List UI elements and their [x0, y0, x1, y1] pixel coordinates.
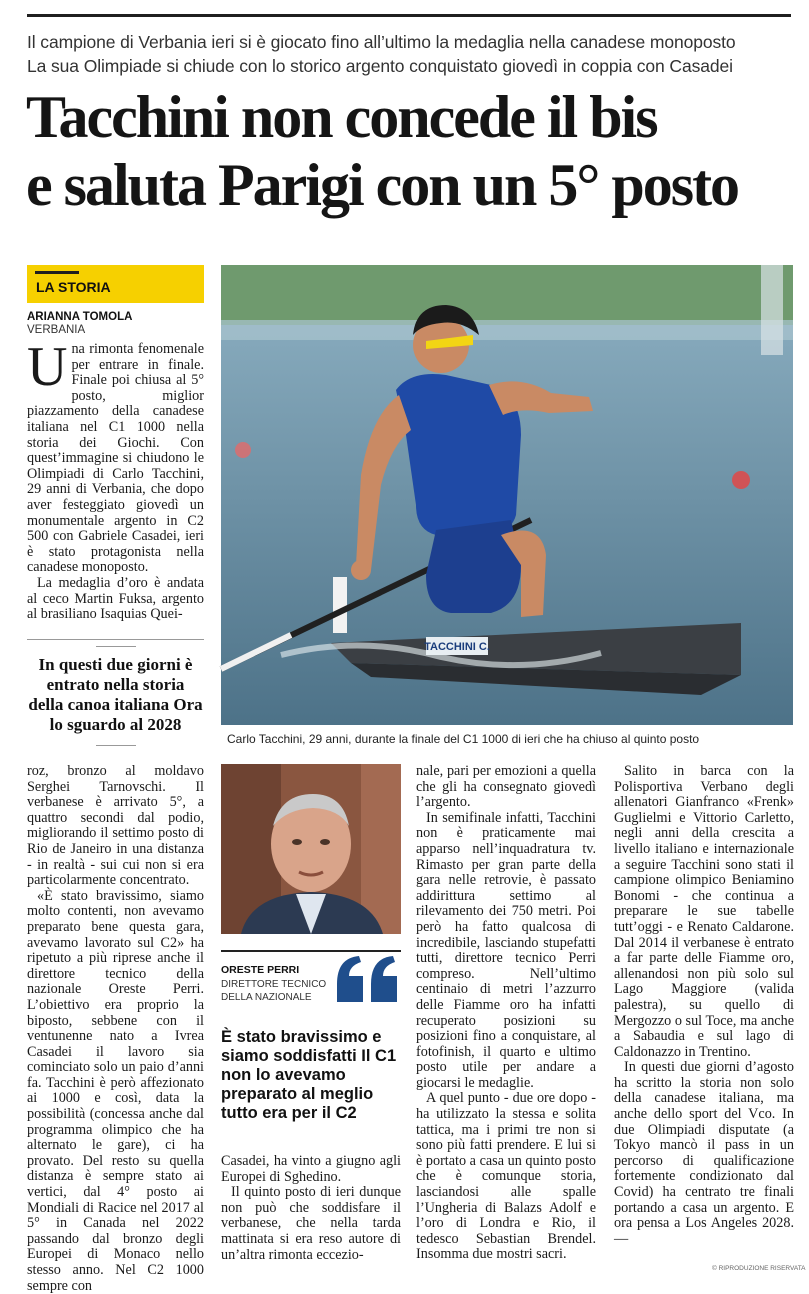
copyright-notice: © RIPRODUZIONE RISERVATA	[712, 1265, 806, 1272]
canoeist-illustration	[221, 265, 793, 725]
pull-quote-rule	[27, 639, 204, 640]
headline-line-1: Tacchini non concede il bis	[26, 84, 657, 150]
section-tag	[27, 265, 204, 303]
lead-paragraph-text: na rimonta fenomenale per entrare in finale. Finale poi chiusa al 5° posto, miglior piazzamento della canadese italiana nel C1 1000 nella storia dei Giochi. Con quest’immagine si chiudono le Olimpiadi di Carlo Tacchini, 29 anni di Verbania, che dopo aver festeggiato giovedì un monumentale argento in C2 500 con Gabriele Casadei, ieri è stato protagonista nella canadese monoposto.	[27, 341, 204, 576]
body-paragraph: nale, pari per emozioni a quella che gli ha consegnato giovedì l’argento.	[416, 763, 596, 811]
boat-label: TACCHINI C.	[424, 641, 490, 653]
portrait-illustration	[221, 764, 401, 934]
body-paragraph: «È stato bravissimo, siamo molto contenti, non avevamo preparato bene questa gara, avevamo lavorato sul C2» ha ripetuto a più riprese anche il direttore tecnico della nazionale Oreste Perri. L’obiettivo era proprio la biposto, sebbene con il ventunenne nato a Ivrea Casadei il lavoro sia cominciato solo un paio d’anni fa. Tacchini è però affezionato ai 1000 e così, data la possibilità (concessa anche dal programma olimpico che ha alternato le gare), ci ha provato. Del resto su quella distanza è sempre stato ai vertici, dal 4° posto ai Mondiali di Racice nel 2017 al 5° in Canada nel 2022 passando dal bronzo degli Europei di Monaco nello stesso anno. Nel C2 1000 sempre con	[27, 887, 204, 1294]
body-column-4	[614, 764, 794, 1247]
body-column-3	[416, 764, 596, 1263]
body-paragraph: Il quinto posto di ieri dunque non può che soddisfare il verbanese, che nella tarda mattinata si era reso autore di un’altra rimonta eccezio-	[221, 1184, 401, 1263]
author-name: ARIANNA TOMOLA	[27, 311, 133, 323]
quote-speaker-name: ORESTE PERRI	[221, 964, 300, 976]
pull-quote-dash-bottom	[96, 745, 136, 746]
body-paragraph: La medaglia d’oro è andata al ceco Martin Fuksa, argento al brasiliano Isaquias Quei-	[27, 574, 204, 623]
body-paragraph: In semifinale infatti, Tacchini non è praticamente mai apparso nell’inquadratura tv. Rimasto per gran parte della gara nelle retrovie, è passato addirittura settimo al rilevamento dei 750 metri. Poi però ha fatto qualcosa di incredibile, lasciando stupefatti tutti, direttore tecnico Perri compreso. Nell’ultimo centinaio di metri l’azzurro delle Fiamme oro ha infatti recuperato posizioni su posizioni fino a conquistare, al fotofinish, il quarto e ultimo posto utile per andare a giocarsi le medaglie.	[416, 809, 596, 1091]
drop-cap: U	[27, 336, 68, 398]
body-paragraph: roz, bronzo al moldavo Serghei Tarnovschi. Il verbanese è arrivato 5°, a quattro secondi dal podio, migliorando il settimo posto di Rio de Janeiro in una distanza - in realtà - sui cui non si era particolarmente concentrato.	[27, 763, 204, 889]
pull-quote-text: In questi due giorni è entrato nella storia della canoa italiana Ora lo sguardo al 2028	[28, 655, 203, 734]
body-paragraph: Casadei, ha vinto a giugno agli Europei di Sghedino.	[221, 1153, 401, 1185]
lead-paragraph	[27, 336, 204, 576]
subtitle-line-2: La sua Olimpiade si chiude con lo storico argento conquistato giovedì in coppia con Casadei	[27, 56, 733, 76]
portrait-photo	[221, 764, 401, 934]
body-column-2-bottom	[221, 1154, 401, 1263]
quote-mark-icon	[333, 950, 401, 1008]
top-rule	[27, 14, 791, 17]
section-tag-bar	[35, 271, 79, 274]
section-tag-label: LA STORIA	[36, 279, 111, 295]
body-column-1-top	[27, 336, 204, 623]
quote-speaker-role: DIRETTORE TECNICO DELLA NAZIONALE	[221, 979, 327, 1003]
subtitle-line-1: Il campione di Verbania ieri si è giocato fino all’ultimo la medaglia nella canadese monoposto	[27, 32, 736, 52]
body-paragraph: A quel punto - due ore dopo - ha utilizzato la stessa e solita tattica, ma i primi tre non si sono più fatti prendere. E lui si è portato a casa un quinto posto che è comunque storia, lasciandosi alle spalle l’Ungheria di Balazs Adolf e l’oro di Londra e Rio, il tedesco Sebastian Brendel. Insomma due mostri sacri.	[416, 1090, 596, 1263]
main-photo	[221, 265, 793, 725]
quote-text: È stato bravissimo e siamo soddisfatti Il C1 non lo avevamo preparato al meglio tutto era per il C2	[221, 1028, 397, 1122]
photo-caption: Carlo Tacchini, 29 anni, durante la finale del C1 1000 di ieri che ha chiuso al quinto posto	[227, 732, 700, 746]
pull-quote-dash	[96, 646, 136, 647]
body-paragraph: In questi due giorni d’agosto ha scritto la storia non solo della canadese italiana, ma anche dello sport del Vco. In due Olimpiadi disputate (a Tokyo mancò il pass in un percorso di qualificazione fortemente condizionato dal Covid) ha centrato tre finali portando a casa un argento. E ora pensa a Los Angeles 2028. —	[614, 1059, 794, 1247]
quote-box	[221, 950, 401, 1122]
body-paragraph: Salito in barca con la Polisportiva Verbano degli allenatori Gianfranco «Frenk» Guglielmi e Vittorio Carletto, negli anni della crescita a livello italiano e internazionale a seguire Tacchini sono stati il campione olimpico Beniamino Bonomi - che continua a preparare le sue tabelle tutt’oggi - e Renato Caldarone. Dal 2014 il verbanese è entrato a far parte delle Fiamme oro, allenandosi non più solo sul Lago Maggiore (valida palestra), su quello di Mergozzo o sul Toce, ma anche a Sabaudia e sul lago di Caldonazzo in Trentino.	[614, 763, 794, 1060]
dateline-location: VERBANIA	[27, 324, 86, 336]
body-column-1-bottom	[27, 764, 204, 1294]
headline-line-2: e saluta Parigi con un 5° posto	[26, 152, 739, 218]
pull-quote	[27, 639, 204, 746]
